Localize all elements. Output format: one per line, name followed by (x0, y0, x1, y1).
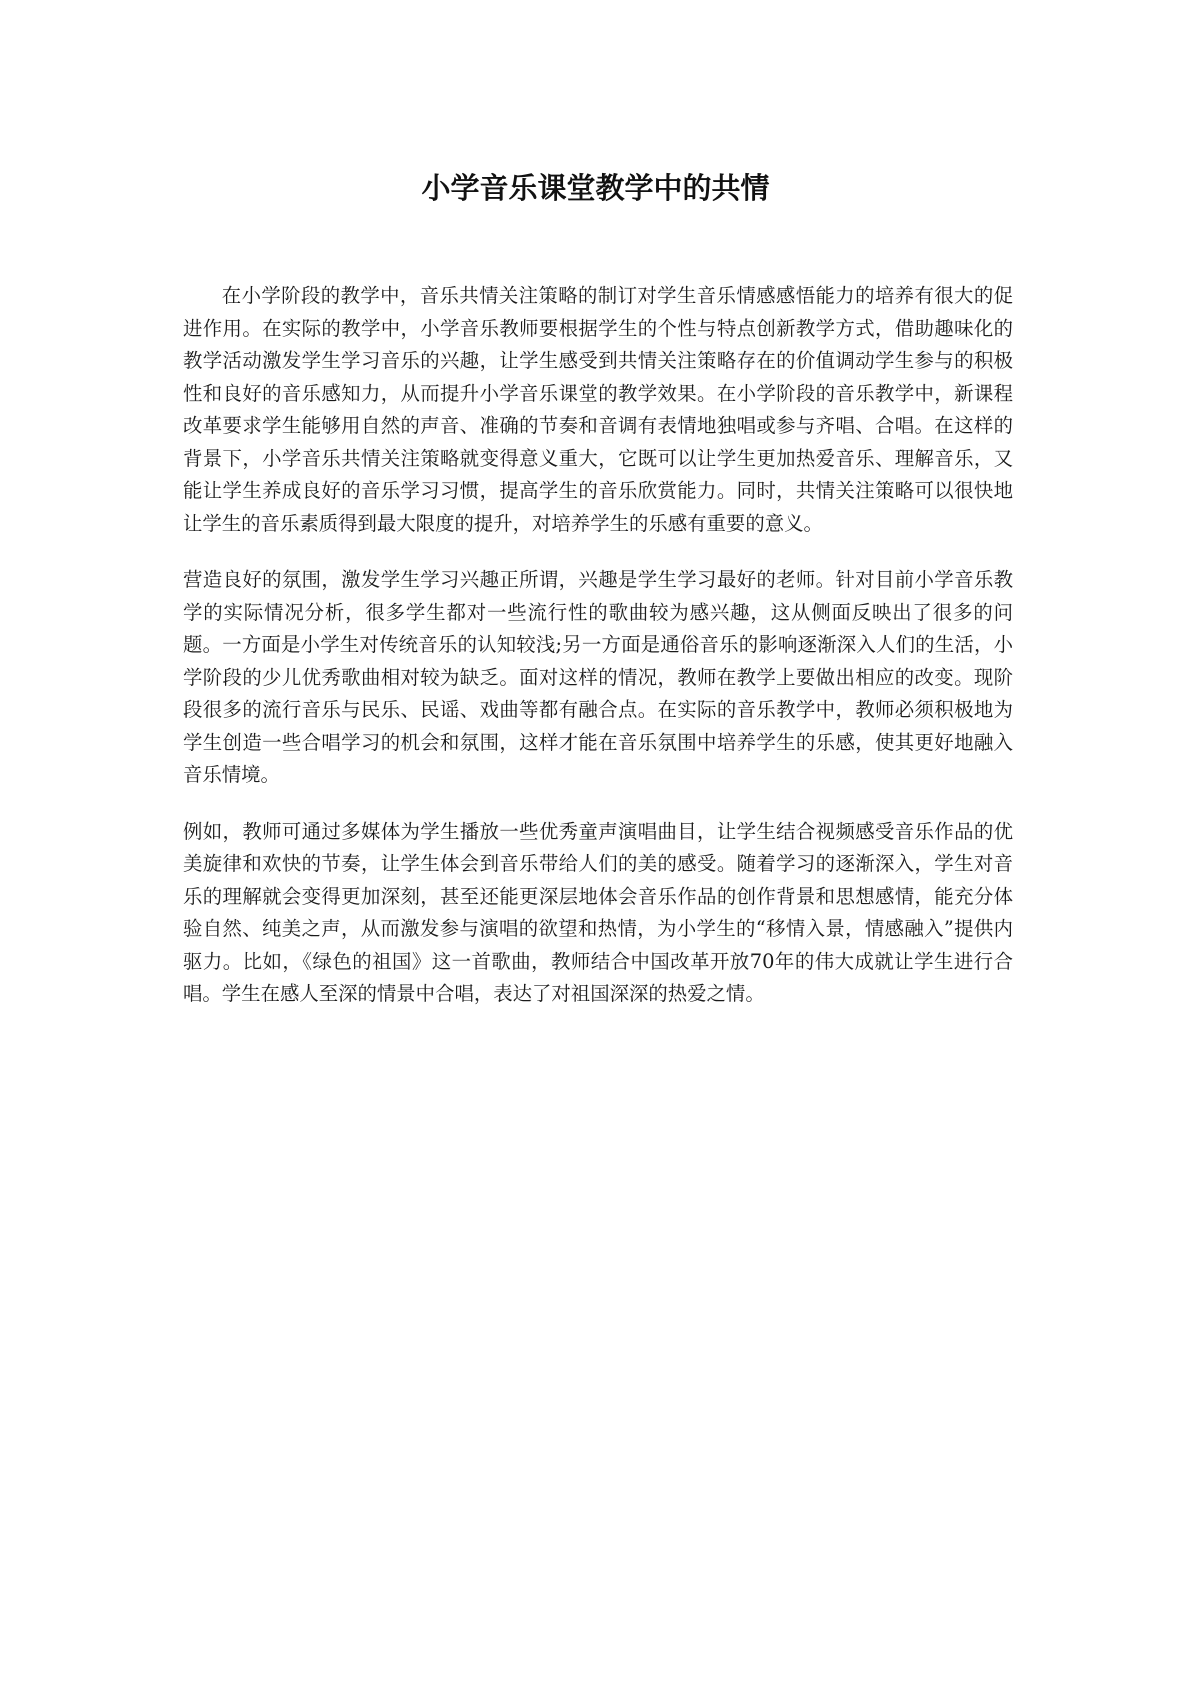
document-title: 小学音乐课堂教学中的共情 (421, 171, 770, 205)
paragraph-example: 例如，教师可通过多媒体为学生播放一些优秀童声演唱曲目，让学生结合视频感受音乐作品的优美旋律和欢快的节奏，让学生体会到音乐带给人们的美的感受。随着学习的逐渐深入，学生对音乐的理解就会变得更加深刻，甚至还能更深层地体会音乐作品的创作背景和思想感情，能充分体验自然、纯美之声，从而激发参与演唱的欲望和热情，为小学生的“移情入景，情感融入”提供内驱力。比如，《绿色的祖国》这一首歌曲，教师结合中国改革开放70年的伟大成就让学生进行合唱。学生在感人至深的情景中合唱，表达了对祖国深深的热爱之情。 (183, 819, 1013, 1005)
paragraph-atmosphere: 营造良好的氛围，激发学生学习兴趣正所谓，兴趣是学生学习最好的老师。针对目前小学音乐教学的实际情况分析，很多学生都对一些流行性的歌曲较为感兴趣，这从侧面反映出了很多的问题。一方面是小学生对传统音乐的认知较浅;另一方面是通俗音乐的影响逐渐深入人们的生活，小学阶段的少儿优秀歌曲相对较为缺乏。面对这样的情况，教师在教学上要做出相应的改变。现阶段很多的流行音乐与民乐、民谣、戏曲等都有融合点。在实际的音乐教学中，教师必须积极地为学生创造一些合唱学习的机会和氛围，这样才能在音乐氛围中培养学生的乐感，使其更好地融入音乐情境。 (183, 568, 1013, 786)
document-body (183, 280, 1013, 1035)
paragraph-intro: 在小学阶段的教学中，音乐共情关注策略的制订对学生音乐情感感悟能力的培养有很大的促进作用。在实际的教学中，小学音乐教师要根据学生的个性与特点创新教学方式，借助趣味化的教学活动激发学生学习音乐的兴趣，让学生感受到共情关注策略存在的价值调动学生参与的积极性和良好的音乐感知力，从而提升小学音乐课堂的教学效果。在小学阶段的音乐教学中，新课程改革要求学生能够用自然的声音、准确的节奏和音调有表情地独唱或参与齐唱、合唱。在这样的背景下，小学音乐共情关注策略就变得意义重大，它既可以让学生更加热爱音乐、理解音乐，又能让学生养成良好的音乐学习习惯，提高学生的音乐欣赏能力。同时，共情关注策略可以很快地让学生的音乐素质得到最大限度的提升，对培养学生的乐感有重要的意义。 (183, 284, 1013, 535)
